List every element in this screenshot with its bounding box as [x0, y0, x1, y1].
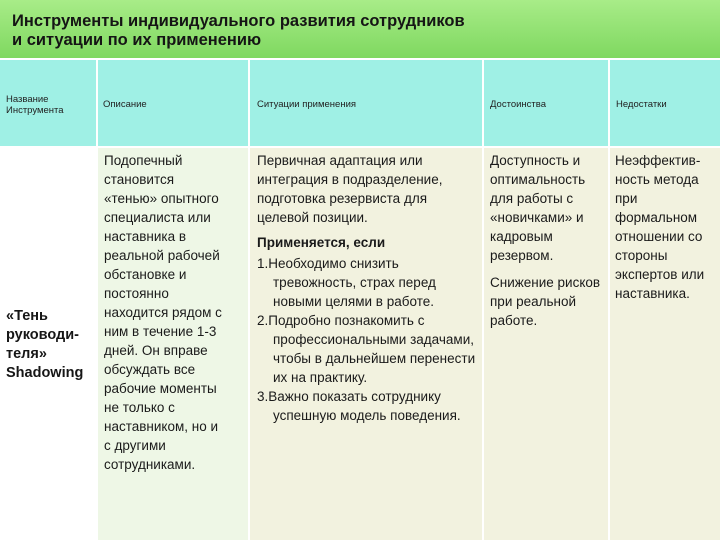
header-cell-description [98, 60, 248, 146]
column-divider [482, 60, 484, 540]
description-line: наставником, но и [104, 419, 219, 434]
column-divider [96, 60, 98, 540]
tool-name-line-2: руководи- [6, 327, 79, 343]
description-line: Подопечный [104, 153, 183, 168]
column-divider [608, 60, 610, 540]
description-line: ним в течение 1-3 [104, 324, 217, 339]
description-text [104, 151, 250, 474]
description-line: реальной рабочей [104, 248, 220, 263]
description-line: с другими [104, 438, 166, 453]
header-disadvantages: Недостатки [616, 99, 667, 110]
slide-title-line-2: и ситуации по их применению [12, 31, 262, 49]
description-line: обсуждать все [104, 362, 196, 377]
header-situations: Ситуации применения [257, 99, 357, 110]
advantages-text [490, 151, 606, 330]
header-advantages: Достоинства [490, 99, 546, 110]
tool-name-line-1: «Тень [6, 308, 48, 324]
disadvantages-text: Неэффектив-ность метода при формальном отношении со стороны экспертов или наставника. [615, 153, 705, 301]
slide-title [12, 12, 702, 50]
header-cell-situations [250, 60, 482, 146]
situations-intro: Первичная адаптация или интеграция в подразделение, подготовка резервиста для целевой позиции. [257, 153, 443, 225]
header-name-line-1: Название [6, 94, 49, 105]
situation-item: 1.Необходимо снизить тревожность, страх перед новыми целями в работе. [257, 256, 436, 309]
header-description: Описание [103, 99, 147, 110]
table-header-divider [0, 146, 720, 148]
tool-name-line-3: теля» [6, 346, 47, 362]
description-line: рабочие моменты [104, 381, 217, 396]
advantages-main: Доступность и оптимальность для работы с «новичками» и кадровым резервом. [490, 153, 586, 263]
tool-name [6, 307, 96, 383]
situation-item: 2.Подробно познакомить с профессиональными задачами, чтобы в дальнейшем перенести их на практику. [257, 313, 476, 385]
description-line: находится рядом с [104, 305, 222, 320]
slide-title-line-1: Инструменты индивидуального развития сотрудников [12, 12, 465, 30]
situations-text [257, 151, 481, 425]
description-line: постоянно [104, 286, 169, 301]
header-cell-advantages [484, 60, 608, 146]
header-name-line-2: Инструмента [6, 105, 64, 116]
header-cell-disadvantages [610, 60, 720, 146]
tool-name-line-4: Shadowing [6, 365, 84, 381]
header-cell-name [0, 60, 96, 146]
situations-applies-heading: Применяется, если [257, 235, 386, 250]
description-line: «тенью» опытного [104, 191, 219, 206]
advantages-risk: Снижение рисков при реальной работе. [490, 275, 601, 328]
description-line: обстановке и [104, 267, 187, 282]
table-header-row [0, 60, 720, 146]
description-line: наставника в [104, 229, 187, 244]
description-line: специалиста или [104, 210, 211, 225]
description-line: становится [104, 172, 175, 187]
description-line: не только с [104, 400, 175, 415]
situation-item: 3.Важно показать сотруднику успешную модель поведения. [257, 389, 461, 423]
description-line: дней. Он вправе [104, 343, 208, 358]
description-line: сотрудниками. [104, 457, 196, 472]
